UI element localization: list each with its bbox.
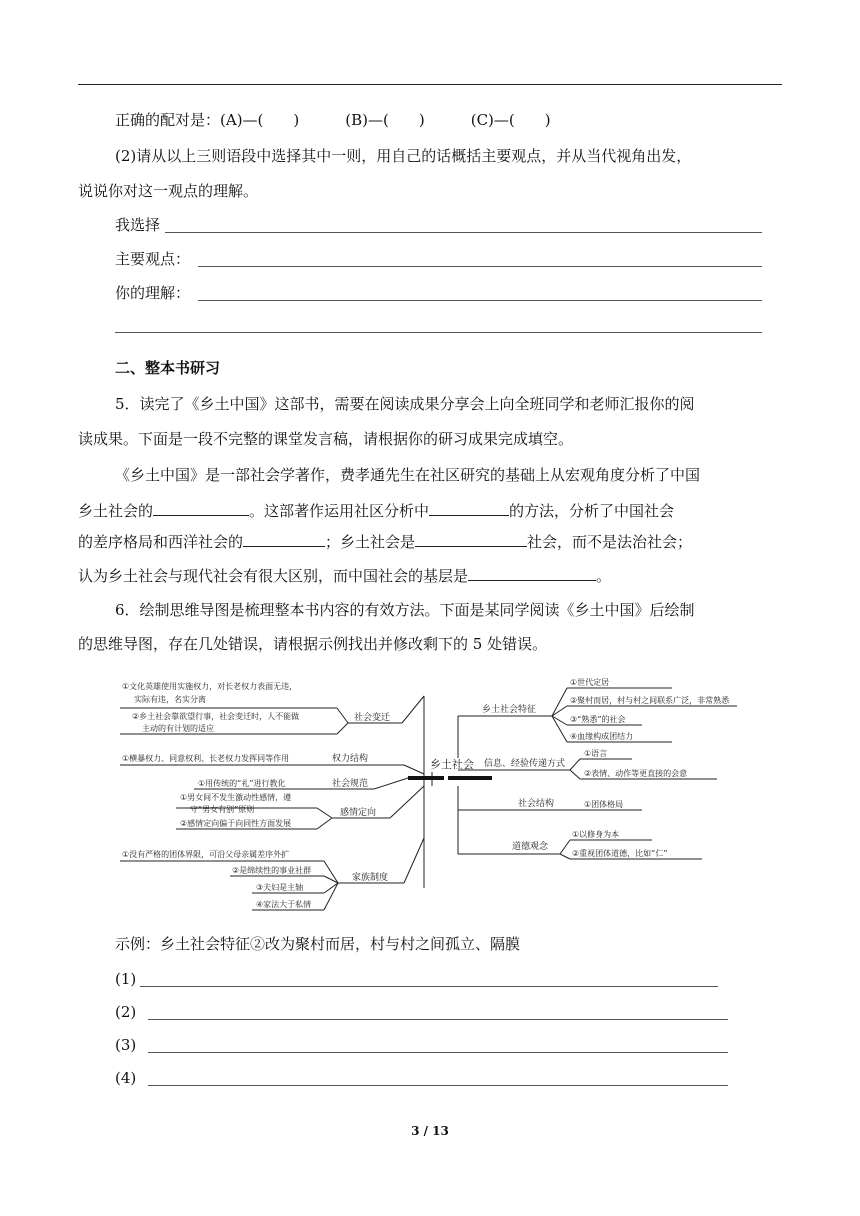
answer-line-3[interactable] (148, 1052, 728, 1053)
answer-label-3: (3) (115, 1036, 137, 1054)
header-rule (78, 84, 782, 85)
choose-answer-line[interactable] (165, 232, 762, 233)
node-nm-1: ①用传统的“礼”进行教化 (198, 779, 286, 788)
node-in-1: ①语言 (584, 749, 608, 758)
answer-label-1: (1) (115, 970, 137, 988)
section-heading: 二、整本书研习 (115, 359, 221, 377)
node-ft-2: ②聚村而居，村与村之间联系广泛，非常熟悉 (570, 696, 730, 705)
branch-social-norms: 社会规范 (332, 779, 369, 789)
node-em-2: ②感情定向偏于向同性方面发展 (180, 819, 292, 828)
node-mo-2: ②重视团体道德，比如“仁” (572, 849, 668, 858)
answer-label-2: (2) (115, 1003, 137, 1021)
example-line: 示例：乡土社会特征②改为聚村而居，村与村之间孤立、隔膜 (115, 935, 521, 953)
q5-para-line1: 《乡土中国》是一部社会学著作，费孝通先生在社区研究的基础上从宏观角度分析了中国 (115, 466, 701, 484)
node-sc-2b: 主动的有计划的适应 (142, 724, 214, 733)
branch-social-structure: 社会结构 (518, 799, 555, 809)
node-st-1: ①团体格局 (584, 800, 624, 809)
branch-morals: 道德观念 (512, 842, 549, 852)
pair-c: (C)—( (470, 111, 515, 129)
pair-a: (A)—( (220, 111, 264, 129)
pair-b: (B)—( (345, 111, 389, 129)
q5-para-line4: 认为乡土社会与现代社会有很大区别，而中国社会的基层是 。 (78, 564, 611, 586)
node-sc-2a: ②乡土社会靠欲望行事，社会变迁时，人不能做 (132, 712, 300, 721)
node-sc-1b: 实际有违，名实分离 (134, 695, 206, 704)
understanding-answer-line-2[interactable] (115, 332, 762, 333)
branch-emotion: 感情定向 (340, 808, 377, 818)
viewpoint-label: 主要观点： (115, 250, 191, 268)
blank-2[interactable] (429, 499, 509, 516)
node-ft-1: ①世代定居 (570, 678, 610, 687)
q6-line2: 的思维导图，存在几处错误，请根据示例找出并修改剩下的 5 处错误。 (78, 635, 548, 653)
mind-map-diagram (112, 668, 740, 916)
blank-5[interactable] (468, 564, 596, 581)
node-fm-4: ④家法大于私情 (256, 900, 312, 909)
node-ft-4: ④血缘构成团结力 (570, 732, 634, 741)
node-in-2: ②表情、动作等更直接的会意 (584, 769, 688, 778)
answer-label-4: (4) (115, 1069, 137, 1087)
q2-line1: (2)请从以上三则语段中选择其中一则，用自己的话概括主要观点，并从当代视角出发， (115, 147, 692, 165)
choose-label: 我选择 (115, 216, 161, 234)
q5-para-line3: 的差序格局和西洋社会的 ；乡土社会是 社会，而不是法治社会； (78, 530, 692, 552)
node-em-1a: ①男女间不发生激动性感情，遵 (180, 793, 292, 802)
branch-power-structure: 权力结构 (332, 754, 369, 764)
branch-features: 乡土社会特征 (482, 705, 537, 715)
node-fm-1: ①没有严格的团体界限，可沿父母亲属差序外扩 (122, 850, 290, 859)
node-fm-2: ②是绵续性的事业社群 (232, 866, 312, 875)
answer-line-1[interactable] (140, 986, 718, 987)
q5-line2: 读成果。下面是一段不完整的课堂发言稿，请根据你的研习成果完成填空。 (78, 430, 574, 448)
center-node-label: 乡土社会 (430, 758, 474, 771)
pairing-line: 正确的配对是：(A)—( ) (B)—( ) (C)—( ) (115, 111, 551, 129)
answer-line-2[interactable] (148, 1019, 728, 1020)
understanding-label: 你的理解： (115, 284, 191, 302)
q5-para-line2: 乡土社会的 。这部著作运用社区分析中 的方法，分析了中国社会 (78, 499, 674, 521)
node-mo-1: ①以修身为本 (572, 830, 620, 839)
node-sc-1a: ①文化英雄使用实施权力，对长老权力表面无违， (122, 682, 298, 691)
page-number: 3 / 13 (411, 1124, 449, 1138)
branch-family: 家族制度 (352, 873, 389, 883)
node-fm-3: ③夫妇是主轴 (256, 883, 304, 892)
understanding-answer-line[interactable] (198, 300, 762, 301)
blank-1[interactable] (153, 499, 249, 516)
viewpoint-answer-line[interactable] (198, 266, 762, 267)
branch-info-transfer: 信息、经验传递方式 (484, 759, 566, 769)
blank-3[interactable] (243, 530, 325, 547)
q5-line1: 5．读完了《乡土中国》这部书，需要在阅读成果分享会上向全班同学和老师汇报你的阅 (115, 395, 695, 413)
pairing-lead: 正确的配对是： (115, 111, 221, 129)
branch-social-change: 社会变迁 (354, 713, 391, 723)
blank-4[interactable] (415, 530, 527, 547)
node-pw-1: ①横暴权力、同意权利、长老权力发挥同等作用 (122, 754, 290, 763)
node-ft-3: ③“熟悉”的社会 (570, 715, 626, 724)
q6-line1: 6．绘制思维导图是梳理整本书内容的有效方法。下面是某同学阅读《乡土中国》后绘制 (115, 601, 695, 619)
node-em-1b: 守“男女有别”原则 (190, 805, 255, 814)
q2-line2: 说说你对这一观点的理解。 (78, 182, 259, 200)
answer-line-4[interactable] (148, 1085, 728, 1086)
